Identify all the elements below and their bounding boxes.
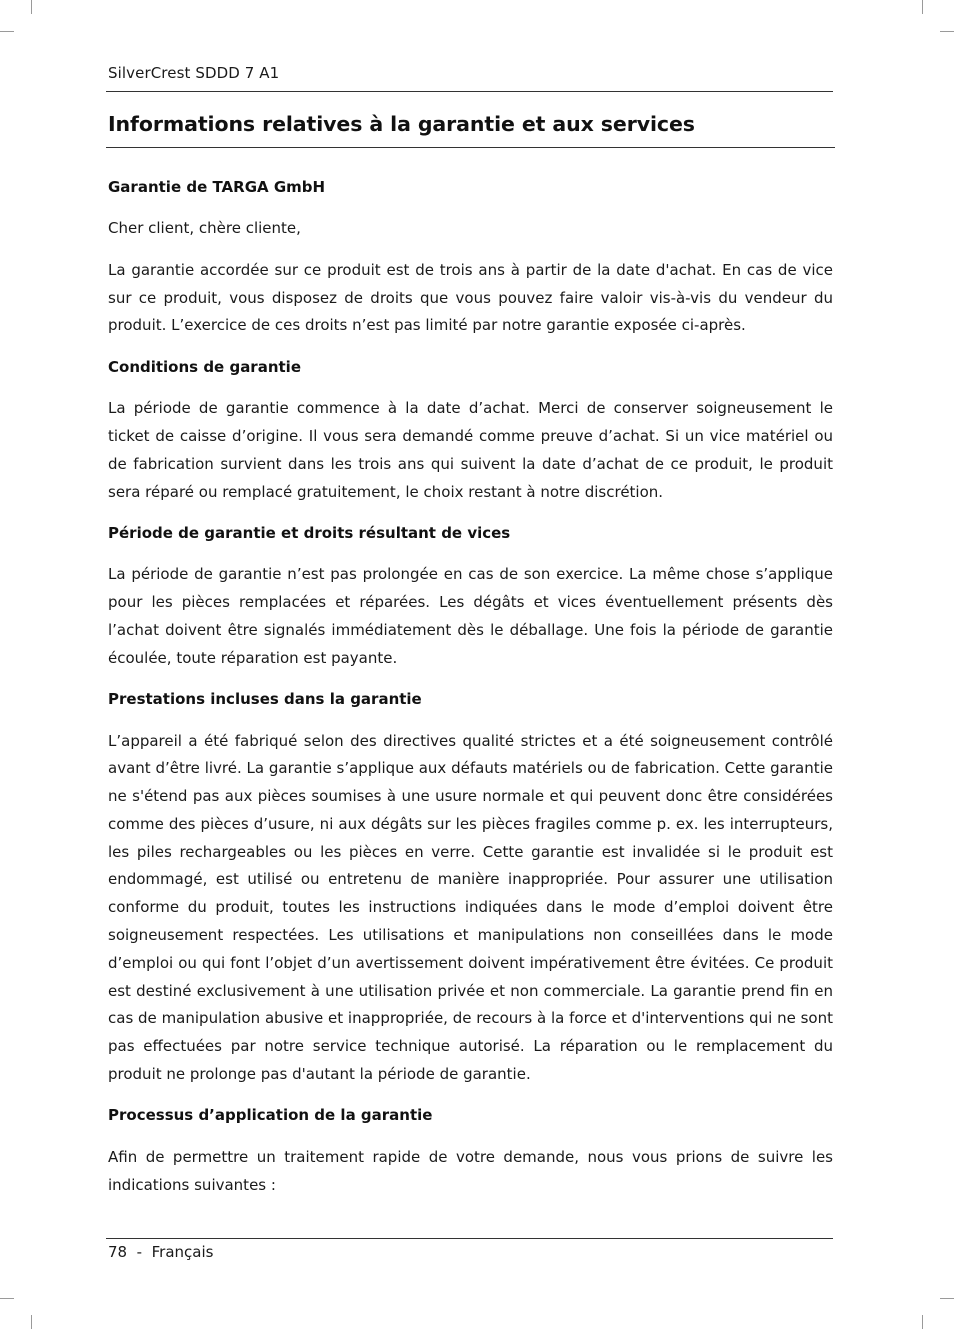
crop-mark-bottom-left xyxy=(31,1315,32,1329)
running-header: SilverCrest SDDD 7 A1 xyxy=(108,64,280,82)
section-heading: Processus d’application de la garantie xyxy=(108,1106,433,1125)
section-heading: Garantie de TARGA GmbH xyxy=(108,178,326,196)
section-heading: Prestations incluses dans la garantie xyxy=(108,690,422,709)
paragraph: La garantie accordée sur ce produit est de trois ans à partir de la date d'achat. En cas de vice sur ce produit, vous disposez de droits que vous pouvez faire valoir vis-à-vis du vendeur du produit. L’exercice de ces droits n’est pas limité par notre garantie exposée ci-après. xyxy=(108,260,833,335)
page-title: Informations relatives à la garantie et aux services xyxy=(108,112,695,136)
footer-divider xyxy=(106,1238,833,1239)
section-heading: Conditions de garantie xyxy=(108,357,301,376)
crop-mark-top-right xyxy=(922,0,923,14)
paragraph: Afin de permettre un traitement rapide de votre demande, nous vous prions de suivre les indications suivantes : xyxy=(108,1147,833,1194)
paragraph: Cher client, chère cliente, xyxy=(108,219,301,238)
page-number: 78 xyxy=(108,1243,128,1261)
crop-mark-top-left-h xyxy=(0,31,14,32)
section-heading: Période de garantie et droits résultant de vices xyxy=(108,523,511,542)
crop-mark-bottom-left-h xyxy=(0,1298,14,1299)
footer-separator: - xyxy=(136,1243,143,1261)
page-footer xyxy=(108,1243,213,1261)
paragraph: La période de garantie commence à la date d’achat. Merci de conserver soigneusement le ticket de caisse d’origine. Il vous sera demandé comme preuve d’achat. Si un vice matériel ou de fabrication survient dans les trois ans qui suivent la date d’achat de ce produit, le produit sera réparé ou remplacé gratuitement, le choix restant à notre discrétion. xyxy=(108,399,833,501)
crop-mark-top-left xyxy=(31,0,32,14)
crop-mark-bottom-right-h xyxy=(940,1298,954,1299)
header-divider xyxy=(106,91,833,92)
footer-language: Français xyxy=(151,1243,214,1261)
paragraph: L’appareil a été fabriqué selon des directives qualité strictes et a été soigneusement contrôlé avant d’être livré. La garantie s’applique aux défauts matériels ou de fabrication. Cette garantie ne s'étend pas aux pièces soumises à une usure normale et qui peuvent donc être considérées comme des pièces d’usure, ni aux dégâts sur les pièces fragiles comme p. ex. les interrupteurs, les piles rechargeables ou les pièces en verre. Cette garantie est invalidée si le produit est endommagé, est utilisé ou entretenu de manière inappropriée. Pour assurer une utilisation conforme du produit, toutes les instructions indiquées dans le mode d’emploi doivent être soigneusement respectées. Les utilisations et manipulations non conseillées dans le mode d’emploi ou qui font l’objet d’un avertissement doivent impérativement être évitées. Ce produit est destiné exclusivement à une utilisation privée et non commerciale. La garantie prend fin en cas de manipulation abusive et inappropriée, de recours à la force et d'interventions qui ne sont pas effectuées par notre service technique autorisé. La réparation ou le remplacement du produit ne prolonge pas d'autant la période de garantie. xyxy=(108,731,833,1084)
title-divider xyxy=(106,147,835,148)
paragraph: La période de garantie n’est pas prolongée en cas de son exercice. La même chose s’applique pour les pièces remplacées et réparées. Les dégâts et vices éventuellement présents dès l’achat doivent être signalés immédiatement dès le déballage. Une fois la période de garantie écoulée, toute réparation est payante. xyxy=(108,565,833,667)
crop-mark-top-right-h xyxy=(940,31,954,32)
crop-mark-bottom-right xyxy=(922,1315,923,1329)
document-body xyxy=(108,174,833,1199)
